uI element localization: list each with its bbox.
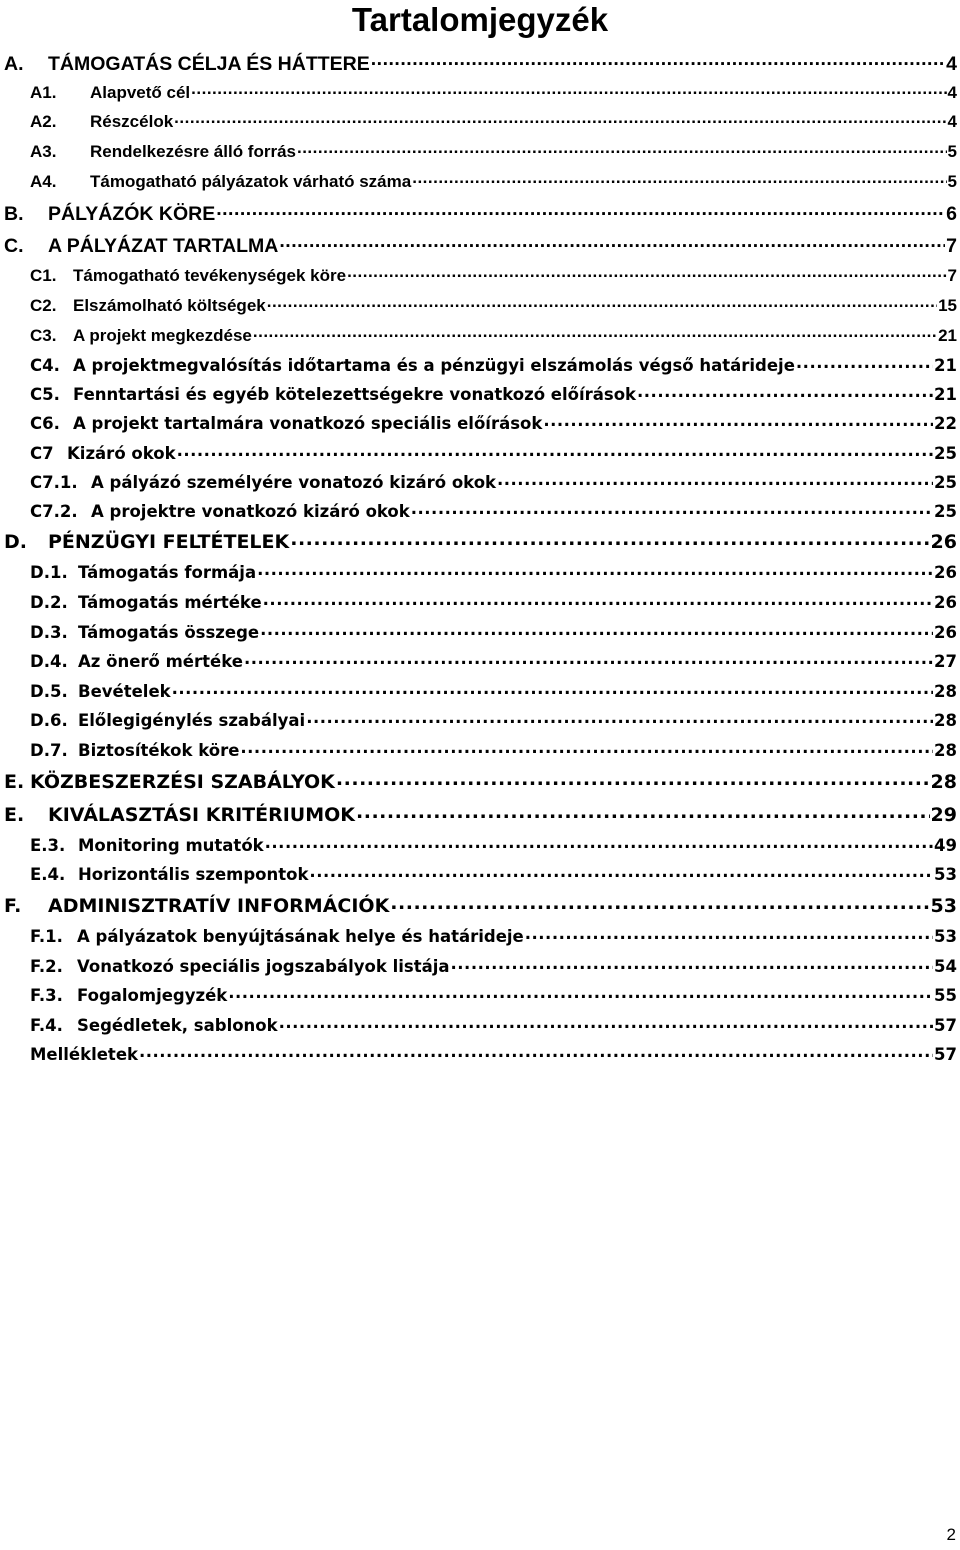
toc-entry-label: Fogalomjegyzék <box>77 985 228 1005</box>
toc-dot-leader <box>263 591 933 608</box>
toc-entry-number: C3. <box>30 326 57 345</box>
toc-dot-leader <box>174 110 946 127</box>
toc-entry-label: Elszámolható költségek <box>73 296 266 315</box>
toc-entry-page: 6 <box>946 202 957 225</box>
toc-entry-number: A3. <box>30 142 57 161</box>
toc-entry-number: F. <box>4 895 22 917</box>
toc-entry-number: D.6. <box>30 710 68 730</box>
toc-entry-label: Támogatás formája <box>78 562 257 582</box>
toc-entry-label: Az önerő mértéke <box>78 651 243 671</box>
toc-entry-label: ADMINISZTRATÍV INFORMÁCIÓK <box>48 895 390 917</box>
toc-entry-label: A pályázó személyére vonatozó kizáró okok <box>91 472 496 492</box>
toc-entry-page: 28 <box>934 681 957 701</box>
toc-entry-label: Kizáró okok <box>67 443 176 463</box>
toc-entry-page: 55 <box>934 985 957 1005</box>
toc-entry-page: 28 <box>934 740 957 760</box>
toc-entry-number: F.2. <box>30 956 63 976</box>
toc-entry-number: E. <box>4 771 25 793</box>
toc-entry-page: 57 <box>934 1015 957 1035</box>
toc-entry-page: 4 <box>947 112 957 131</box>
toc-dot-leader <box>290 529 929 548</box>
toc-entry-number: C7.1. <box>30 472 78 492</box>
toc-dot-leader <box>139 1043 933 1060</box>
toc-entry-d2[interactable] <box>30 591 957 612</box>
toc-entry-label: Vonatkozó speciális jogszabályok listája <box>77 956 450 976</box>
toc-entry-label: Támogatható tevékenységek köre <box>73 266 347 285</box>
toc-entry-label: Fenntartási és egyéb kötelezettségekre vonatkozó előírások <box>73 384 637 404</box>
toc-entry-number: E.3. <box>30 835 66 855</box>
toc-dot-leader <box>191 81 946 98</box>
toc-entry-page: 53 <box>930 895 957 917</box>
toc-dot-leader <box>637 383 933 400</box>
toc-entry-e3[interactable] <box>30 834 957 855</box>
toc-entry-label: A pályázatok benyújtásának helye és határideje <box>77 926 524 946</box>
toc-entry-c7-1[interactable] <box>30 471 957 492</box>
toc-entry-number: C1. <box>30 266 57 285</box>
toc-entry-page: 28 <box>934 710 957 730</box>
toc-entry-c7[interactable] <box>30 442 957 463</box>
toc-entry-number: D.3. <box>30 622 68 642</box>
toc-entry-number: A1. <box>30 83 57 102</box>
toc-dot-leader <box>412 170 946 187</box>
toc-dot-leader <box>371 50 945 70</box>
toc-entry-label: Horizontális szempontok <box>78 864 309 884</box>
toc-entry-page: 22 <box>934 413 957 433</box>
toc-entry-page: 21 <box>934 384 957 404</box>
toc-dot-leader <box>257 561 933 578</box>
toc-dot-leader <box>543 412 933 429</box>
toc-entry-number: C6. <box>30 413 60 433</box>
toc-dot-leader <box>297 140 947 157</box>
toc-entry-number: F.1. <box>30 926 63 946</box>
page-number: 2 <box>946 1525 956 1544</box>
toc-entry-label: Alapvető cél <box>90 83 191 102</box>
toc-dot-leader <box>279 1014 933 1031</box>
toc-entry-label: Támogatás összege <box>78 622 260 642</box>
toc-dot-leader <box>347 264 946 281</box>
toc-dot-leader <box>177 442 933 459</box>
toc-entry-page: 49 <box>934 835 957 855</box>
toc-entry-label: Részcélok <box>90 112 174 131</box>
toc-entry-d[interactable] <box>4 529 957 553</box>
toc-entry-page: 7 <box>947 266 957 285</box>
toc-entry-label: KIVÁLASZTÁSI KRITÉRIUMOK <box>48 804 356 826</box>
toc-dot-leader <box>796 354 933 371</box>
toc-entry-f4[interactable] <box>30 1014 957 1035</box>
toc-entry-page: 21 <box>938 326 957 345</box>
toc-entry-page: 21 <box>934 355 957 375</box>
toc-dot-leader <box>451 955 934 972</box>
toc-entry-c3[interactable] <box>30 324 957 346</box>
toc-dot-leader <box>497 471 933 488</box>
toc-entry-label: A projekt megkezdése <box>73 326 252 345</box>
toc-entry-page: 53 <box>934 926 957 946</box>
toc-entry-number: E. <box>4 804 25 826</box>
toc-entry-label: TÁMOGATÁS CÉLJA ÉS HÁTTERE <box>48 52 370 75</box>
toc-entry-number: C5. <box>30 384 60 404</box>
toc-entry-page: 26 <box>934 562 957 582</box>
toc-entry-label: Segédletek, sablonok <box>77 1015 278 1035</box>
toc-entry-f2[interactable] <box>30 955 957 976</box>
toc-entry-label: Monitoring mutatók <box>78 835 264 855</box>
toc-entry-label: Előlegigénylés szabályai <box>78 710 306 730</box>
toc-entry-number: B. <box>4 202 24 225</box>
toc-entry-page: 15 <box>938 296 957 315</box>
toc-entry-number: C. <box>4 234 24 257</box>
toc-entry-label: Biztosítékok köre <box>78 740 240 760</box>
toc-entry-number: D.1. <box>30 562 68 582</box>
toc-entry-label: Támogatás mértéke <box>78 592 262 612</box>
toc-dot-leader <box>390 893 929 912</box>
toc-entry-d4[interactable] <box>30 650 957 671</box>
toc-dot-leader <box>267 294 937 311</box>
toc-entry-a[interactable] <box>4 50 957 76</box>
toc-entry-number: C7 <box>30 443 54 463</box>
toc-entry-label: PÁLYÁZÓK KÖRE <box>48 202 216 225</box>
toc-dot-leader <box>244 650 933 667</box>
toc-entry-e-kozbeszerzes[interactable] <box>4 769 957 793</box>
toc-entry-number: D.4. <box>30 651 68 671</box>
toc-entry-page: 57 <box>934 1044 957 1064</box>
toc-entry-page: 5 <box>947 142 957 161</box>
toc-entry-page: 25 <box>934 501 957 521</box>
toc-dot-leader <box>240 739 933 756</box>
toc-entry-number: D.7. <box>30 740 68 760</box>
toc-entry-page: 25 <box>934 472 957 492</box>
toc-entry-page: 5 <box>947 172 957 191</box>
toc-dot-leader <box>279 232 945 252</box>
toc-entry-number: C4. <box>30 355 60 375</box>
toc-entry-page: 29 <box>930 804 957 826</box>
toc-entry-d5[interactable] <box>30 680 957 701</box>
toc-dot-leader <box>172 680 933 697</box>
toc-dot-leader <box>336 769 930 788</box>
toc-entry-page: 27 <box>934 651 957 671</box>
toc-entry-a4[interactable] <box>30 170 957 192</box>
toc-entry-page: 25 <box>934 443 957 463</box>
toc-entry-number: A2. <box>30 112 57 131</box>
toc-entry-d6[interactable] <box>30 709 957 730</box>
toc-entry-e-kivalasztas[interactable] <box>4 802 957 826</box>
toc-dot-leader <box>265 834 933 851</box>
toc-entry-c7-2[interactable] <box>30 500 957 521</box>
toc-entry-number: D. <box>4 531 27 553</box>
toc-dot-leader <box>253 324 937 341</box>
toc-entry-c6[interactable] <box>30 412 957 433</box>
toc-entry-d3[interactable] <box>30 621 957 642</box>
toc-entry-label: A projektre vonatkozó kizáró okok <box>91 501 410 521</box>
toc-entry-page: 26 <box>934 622 957 642</box>
page-title: Tartalomjegyzék <box>351 1 609 38</box>
toc-entry-page: 26 <box>934 592 957 612</box>
toc-entry-page: 53 <box>934 864 957 884</box>
toc-entry-c1[interactable] <box>30 264 957 286</box>
toc-entry-number: F.4. <box>30 1015 63 1035</box>
toc-entry-a2[interactable] <box>30 110 957 132</box>
toc-entry-number: D.2. <box>30 592 68 612</box>
toc-entry-number: A4. <box>30 172 57 191</box>
toc-entry-label: A PÁLYÁZAT TARTALMA <box>48 234 279 257</box>
toc-entry-label: Támogatható pályázatok várható száma <box>90 172 412 191</box>
toc-entry-page: 28 <box>930 771 957 793</box>
toc-entry-label: Bevételek <box>78 681 171 701</box>
toc-entry-page: 4 <box>947 83 957 102</box>
toc-entry-page: 7 <box>946 234 957 257</box>
toc-entry-a3[interactable] <box>30 140 957 162</box>
toc-entry-a1[interactable] <box>30 81 957 103</box>
toc-entry-number: C7.2. <box>30 501 78 521</box>
toc-entry-label: KÖZBESZERZÉSI SZABÁLYOK <box>30 771 335 793</box>
toc-entry-f[interactable] <box>4 893 957 917</box>
toc-dot-leader <box>356 802 930 821</box>
toc-entry-d7[interactable] <box>30 739 957 760</box>
toc-dot-leader <box>309 863 933 880</box>
toc-entry-number: D.5. <box>30 681 68 701</box>
toc-entry-page: 26 <box>930 531 957 553</box>
toc-entry-b[interactable] <box>4 200 957 226</box>
toc-entry-number: E.4. <box>30 864 66 884</box>
toc-dot-leader <box>228 984 933 1001</box>
toc-dot-leader <box>216 200 945 220</box>
toc-entry-label: PÉNZÜGYI FELTÉTELEK <box>48 531 290 553</box>
toc-entry-e4[interactable] <box>30 863 957 884</box>
toc-entry-c4[interactable] <box>30 354 957 375</box>
toc-dot-leader <box>525 925 933 942</box>
toc-dot-leader <box>306 709 933 726</box>
toc-entry-c[interactable] <box>4 232 957 258</box>
toc-dot-leader <box>260 621 933 638</box>
toc-dot-leader <box>411 500 933 517</box>
toc-entry-d1[interactable] <box>30 561 957 582</box>
toc-entry-c5[interactable] <box>30 383 957 404</box>
toc-entry-mellekletek[interactable] <box>30 1043 957 1064</box>
toc-entry-label: Mellékletek <box>30 1044 138 1064</box>
toc-entry-page: 4 <box>946 52 957 75</box>
toc-entry-label: A projektmegvalósítás időtartama és a pénzügyi elszámolás végső határideje <box>73 355 795 375</box>
toc-entry-f1[interactable] <box>30 925 957 946</box>
toc-entry-number: C2. <box>30 296 57 315</box>
toc-entry-label: Rendelkezésre álló forrás <box>90 142 296 161</box>
toc-entry-label: A projekt tartalmára vonatkozó speciális előírások <box>73 413 543 433</box>
toc-entry-number: F.3. <box>30 985 63 1005</box>
toc-entry-number: A. <box>4 52 24 75</box>
toc-entry-page: 54 <box>934 956 957 976</box>
toc-entry-f3[interactable] <box>30 984 957 1005</box>
toc-entry-c2[interactable] <box>30 294 957 316</box>
